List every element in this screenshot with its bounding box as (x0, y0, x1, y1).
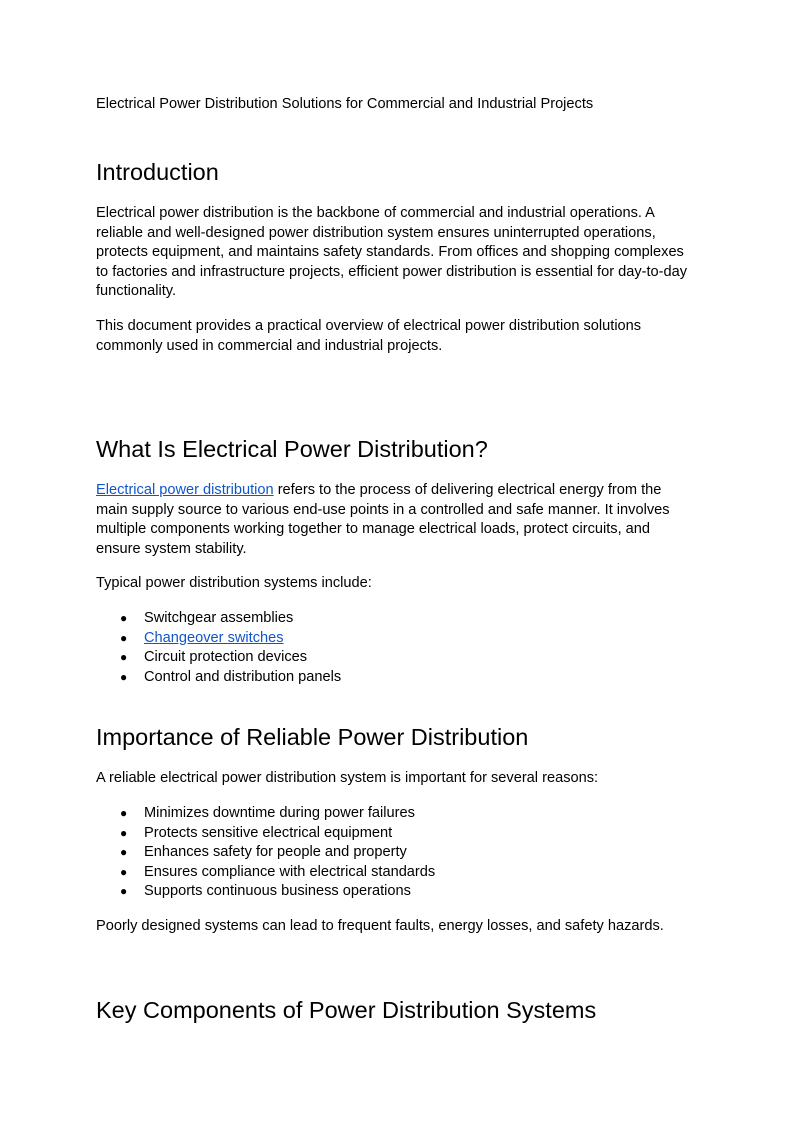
heading-what-is: What Is Electrical Power Distribution? (96, 436, 488, 462)
bullet-icon: ● (120, 650, 128, 664)
list-item-text: Control and distribution panels (144, 668, 342, 685)
changeover-switches-link[interactable]: Changeover switches (144, 629, 284, 646)
text-line: commonly used in commercial and industrial projects. (96, 337, 443, 354)
bullet-icon: ● (120, 630, 128, 645)
text-line: main supply source to various end-use points in a controlled and safe manner. It involves (96, 501, 670, 518)
heading-importance: Importance of Reliable Power Distribution (96, 724, 529, 750)
document-title: Electrical Power Distribution Solutions for Commercial and Industrial Projects (96, 96, 594, 112)
electrical-power-distribution-link[interactable]: Electrical power distribution (96, 482, 274, 498)
bullet-icon: ● (120, 845, 128, 859)
bullet-icon: ● (120, 806, 128, 820)
text-line: This document provides a practical overview of electrical power distribution solutions (96, 318, 642, 334)
list-item (96, 804, 435, 824)
bullet-icon: ● (120, 864, 128, 879)
list-item (96, 843, 435, 863)
list-item (96, 648, 341, 668)
importance-list-intro: A reliable electrical power distribution system is important for several reasons: (96, 770, 599, 786)
list-item (96, 882, 435, 902)
list-item (96, 863, 435, 883)
text-line: protects equipment, and maintains safety standards. From offices and shopping complexes (96, 244, 684, 260)
bullet-icon: ● (120, 884, 128, 898)
list-item (96, 609, 341, 629)
what-is-list-intro: Typical power distribution systems include: (96, 575, 372, 591)
intro-paragraph-2 (96, 317, 696, 356)
text-line (96, 481, 696, 501)
text-line: to factories and infrastructure projects, efficient power distribution is essential for day-to-day (96, 263, 688, 280)
bullet-icon: ● (120, 825, 128, 840)
list-item-text: Protects sensitive electrical equipment (144, 824, 393, 841)
heading-key-components: Key Components of Power Distribution Systems (96, 997, 597, 1023)
list-item (96, 668, 341, 688)
text-line: functionality. (96, 283, 177, 299)
list-item (96, 824, 435, 844)
list-item-text: Switchgear assemblies (144, 610, 294, 626)
text-line: Electrical power distribution is the backbone of commercial and industrial operations. A (96, 205, 655, 221)
list-item-text: Minimizes downtime during power failures (144, 805, 415, 821)
list-item-text: Enhances safety for people and property (144, 844, 407, 860)
text-line: multiple components working together to manage electrical loads, protect circuits, and (96, 521, 651, 537)
intro-paragraph-1 (96, 204, 696, 302)
bullet-icon: ● (120, 611, 128, 625)
text-line-rest: refers to the process of delivering electrical energy from the (273, 482, 662, 498)
list-item-text: Circuit protection devices (144, 649, 308, 665)
list-item-text: Ensures compliance with electrical standards (144, 863, 436, 880)
bullet-icon: ● (120, 669, 128, 684)
list-item (96, 629, 341, 649)
heading-introduction: Introduction (96, 159, 219, 185)
text-line: ensure system stability. (96, 540, 247, 557)
importance-reasons-list (96, 804, 435, 902)
distribution-systems-list (96, 609, 341, 687)
what-is-paragraph (96, 481, 696, 559)
importance-closing: Poorly designed systems can lead to frequent faults, energy losses, and safety hazards. (96, 918, 664, 934)
text-line: reliable and well-designed power distribution system ensures uninterrupted operations, (96, 224, 656, 241)
list-item-text: Supports continuous business operations (144, 883, 411, 899)
